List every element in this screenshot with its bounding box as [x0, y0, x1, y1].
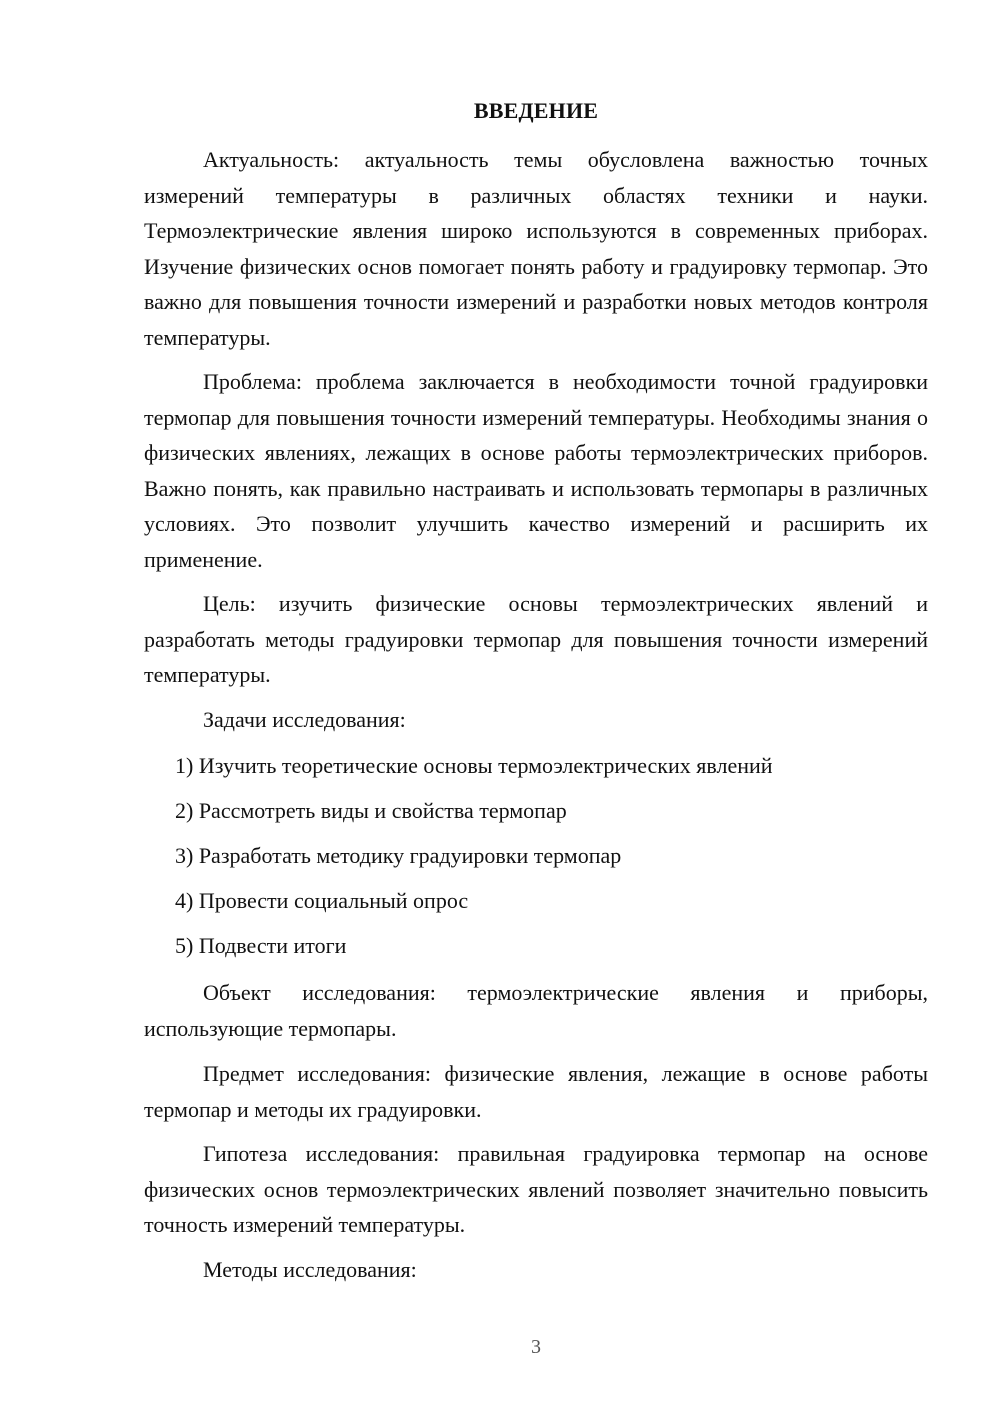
tasks-heading: Задачи исследования:	[203, 707, 406, 732]
task-item-1: 1) Изучить теоретические основы термоэлектрических явлений	[175, 753, 773, 778]
paragraph-relevance: Актуальность: актуальность темы обусловлена важностью точных измерений температуры в различных областях техники и науки. Термоэлектрические явления широко используются в современных приборах. Изучение физических основ помогает понять работу и градуировку термопар. Это важно для повышения точности измерений и разработки новых методов контроля температуры.	[144, 147, 928, 350]
paragraph-problem: Проблема: проблема заключается в необходимости точной градуировки термопар для повышения точности измерений температуры. Необходимы знания о физических явлениях, лежащих в основе работы термоэлектрических приборов. Важно понять, как правильно настраивать и использовать термопары в различных условиях. Это позволит улучшить качество измерений и расширить их применение.	[144, 369, 928, 572]
methods-heading: Методы исследования:	[203, 1257, 417, 1282]
paragraph-object: Объект исследования: термоэлектрические явления и приборы, использующие термопары.	[144, 980, 928, 1041]
task-item-4: 4) Провести социальный опрос	[175, 888, 469, 913]
paragraph-hypothesis: Гипотеза исследования: правильная градуировка термопар на основе физических основ термоэлектрических явлений позволяет значительно повысить точность измерений температуры.	[144, 1141, 928, 1237]
task-item-2: 2) Рассмотреть виды и свойства термопар	[175, 798, 567, 823]
page-title: ВВЕДЕНИЕ	[473, 98, 599, 123]
paragraph-subject: Предмет исследования: физические явления, лежащие в основе работы термопар и методы их градуировки.	[144, 1061, 928, 1122]
paragraph-goal: Цель: изучить физические основы термоэлектрических явлений и разработать методы градуировки термопар для повышения точности измерений температуры.	[144, 591, 928, 687]
task-item-3: 3) Разработать методику градуировки термопар	[175, 843, 622, 868]
task-item-5: 5) Подвести итоги	[175, 933, 347, 958]
page-number: 3	[531, 1336, 541, 1358]
